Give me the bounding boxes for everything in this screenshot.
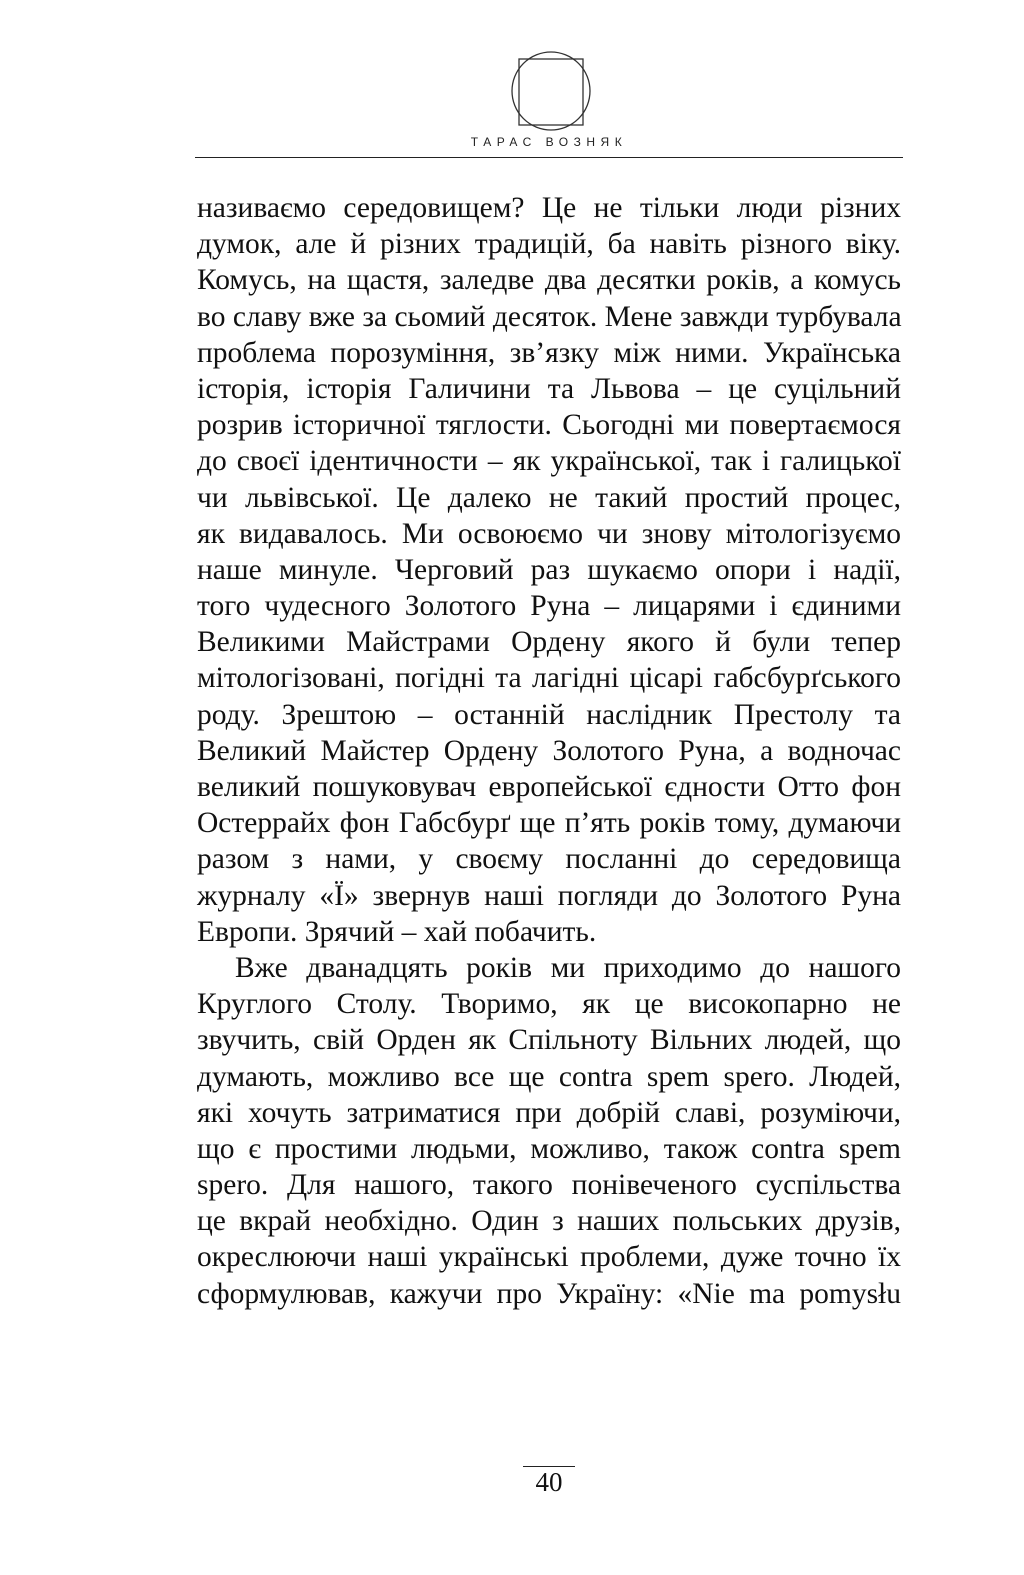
text-line: разом з нами, у своєму посланні до середовища xyxy=(197,843,901,876)
text-line: spero. Для нашого, такого понівеченого суспільства xyxy=(197,1169,901,1202)
text-line: думають, можливо все ще contra spem spero. Людей, xyxy=(197,1060,901,1093)
text-line: мітологізовані, погідні та лагідні цісарі габсбурґського xyxy=(197,662,901,695)
text-line: історія, історія Галичини та Львова – це суцільний xyxy=(197,372,901,405)
text-line: що є простими людьми, можливо, також contra spem xyxy=(197,1132,901,1165)
text-line: того чудесного Золотого Руна – лицарями і єдиними xyxy=(197,590,901,623)
text-line: Вже дванадцять років ми приходимо до нашого xyxy=(235,951,901,984)
text-line: Европи. Зрячий – хай побачить. xyxy=(197,915,597,948)
text-line: це вкрай необхідно. Один з наших польських друзів, xyxy=(197,1205,901,1238)
text-line: які хочуть затриматися при добрій славі, розуміючи, xyxy=(197,1096,901,1129)
running-head-author: ТАРАС ВОЗНЯК xyxy=(470,135,628,149)
text-line: називаємо середовищем? Це не тільки люди різних xyxy=(197,192,901,224)
text-line: сформулював, кажучи про Україну: «Nie ma pomysłu xyxy=(197,1277,901,1310)
text-line: журналу «Ї» звернув наші погляди до Золотого Руна xyxy=(197,879,901,912)
text-line: Остеррайх фон Габсбурґ ще п’ять років тому, думаючи xyxy=(197,807,901,840)
text-line: во славу вже за сьомий десяток. Мене завжди турбувала xyxy=(197,300,902,333)
body-text xyxy=(197,190,901,1312)
header-rule xyxy=(195,157,903,158)
text-line: Круглого Столу. Творимо, як це високопарно не xyxy=(197,988,901,1021)
text-line: проблема порозуміння, зв’язку між ними. Українська xyxy=(197,336,901,369)
paragraph xyxy=(197,190,901,950)
text-line: наше минуле. Черговий раз шукаємо опори і надії, xyxy=(197,553,901,586)
paragraph xyxy=(197,950,901,1312)
text-line: Великими Майстрами Ордену якого й були тепер xyxy=(197,626,901,659)
text-line: до своєї ідентичности – як української, так і галицької xyxy=(197,445,901,478)
page-number: 40 xyxy=(535,1467,563,1497)
text-line: розрив історичної тяглости. Сьогодні ми повертаємося xyxy=(197,409,901,442)
text-line: як видавалось. Ми освоюємо чи знову мітологізуємо xyxy=(197,517,901,550)
text-line: окреслюючи наші українські проблеми, дуже точно їх xyxy=(197,1241,901,1274)
text-line: чи львівської. Це далеко не такий простий процес, xyxy=(197,481,901,514)
text-line: роду. Зрештою – останній наслідник Престолу та xyxy=(197,698,901,731)
text-line: Комусь, на щастя, заледве два десятки років, а комусь xyxy=(197,264,901,297)
text-line: думок, але й різних традицій, ба навіть різного віку. xyxy=(197,228,901,261)
text-line: великий пошуковувач европейської єдности Отто фон xyxy=(197,771,901,803)
text-line: звучить, свій Орден як Спільноту Вільних людей, що xyxy=(197,1024,901,1057)
circle-square-logo-icon xyxy=(510,50,592,132)
text-line: Великий Майстер Ордену Золотого Руна, а водночас xyxy=(197,734,901,767)
